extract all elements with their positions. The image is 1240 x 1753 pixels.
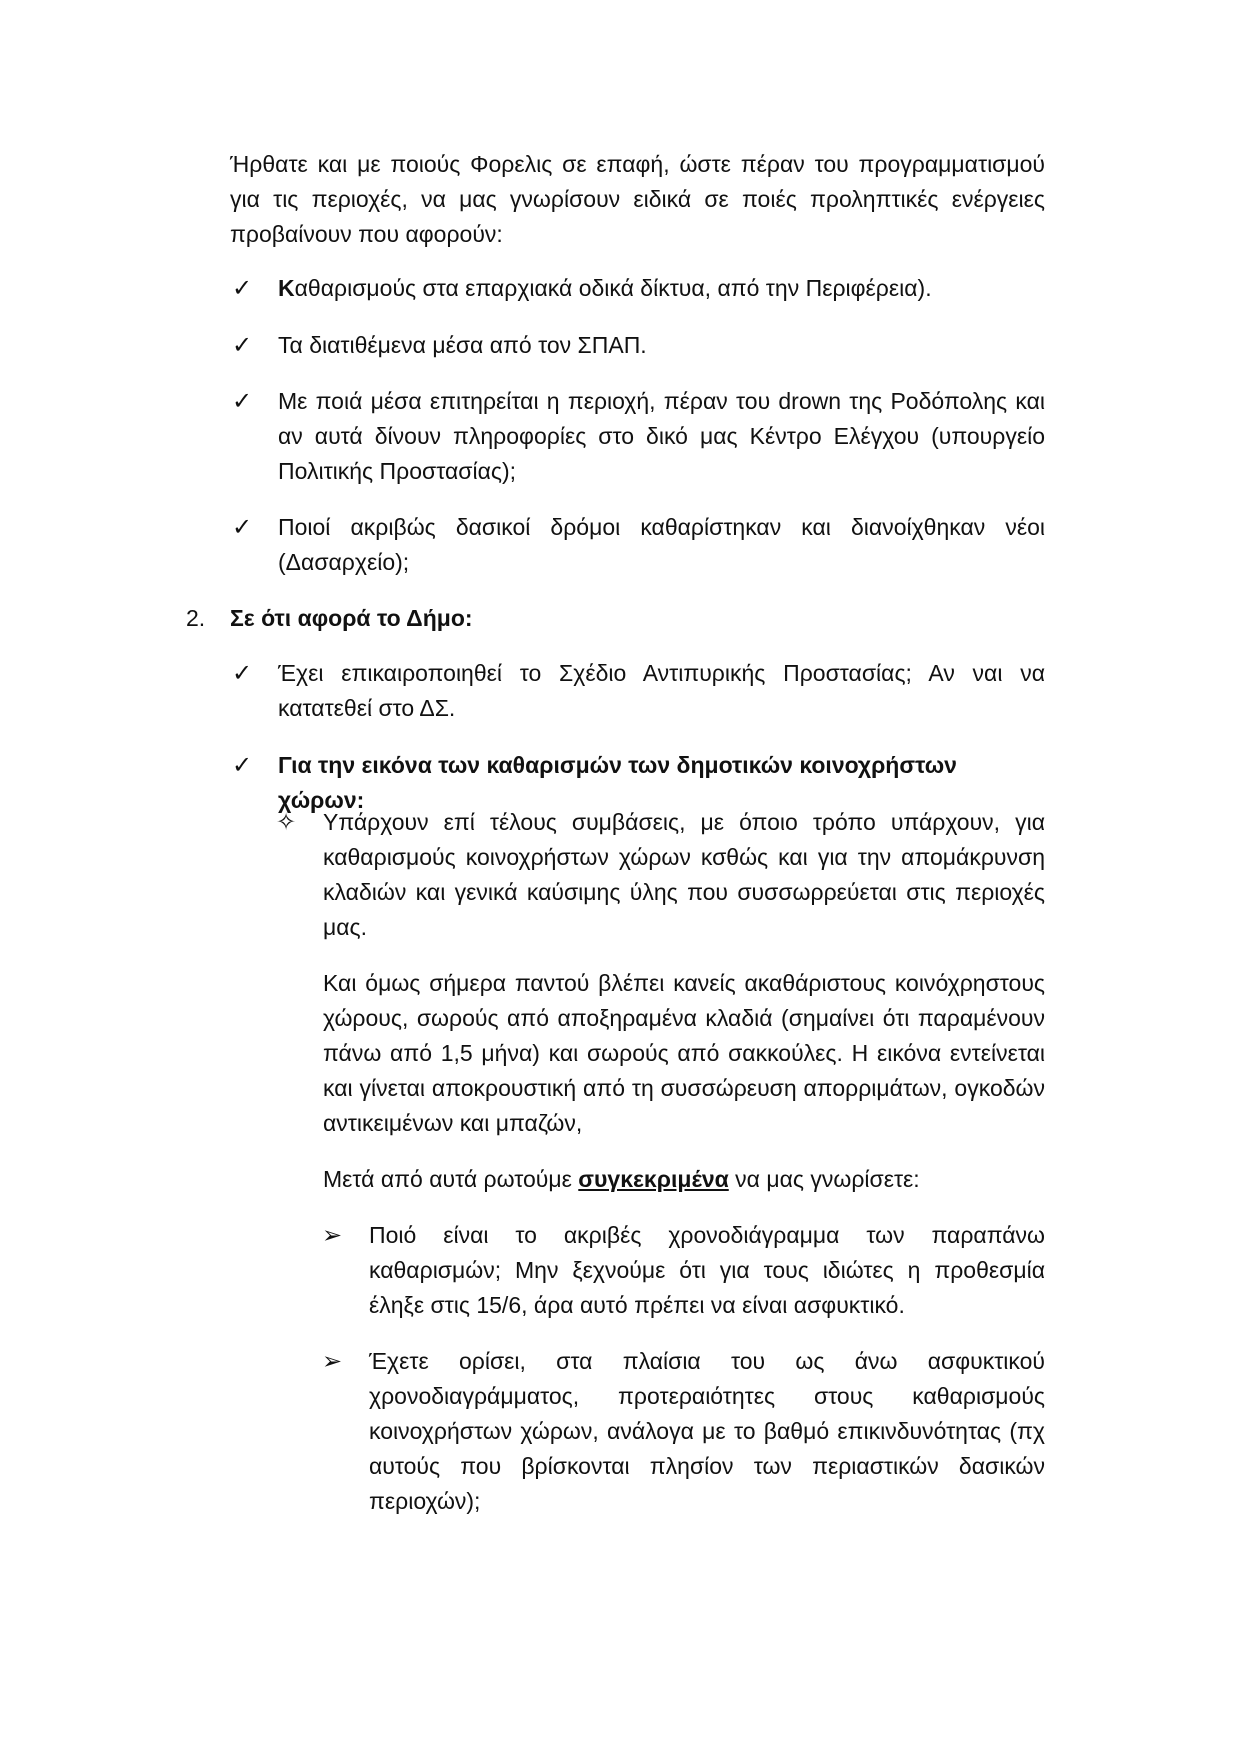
checkmark-icon: ✓ [232,387,253,415]
checkmark-icon: ✓ [232,331,253,359]
checkmark-icon: ✓ [232,513,253,541]
section-number: 2. [186,605,206,631]
checklist-item [278,271,1045,306]
question-lead-before: Μετά από αυτά ρωτούμε [323,1166,579,1192]
section-heading: Σε ότι αφορά το Δήμο: [230,605,473,631]
checklist-item-text: αθαρισμούς στα επαρχιακά οδικά δίκτυα, από την Περιφέρεια). [294,275,932,301]
checklist-item: Τα διατιθέμενα μέσα από τον ΣΠΑΠ. [278,332,647,358]
checkmark-icon: ✓ [232,751,253,779]
arrow-bullet-icon: ➢ [322,1347,343,1375]
body-paragraph: Και όμως σήμερα παντού βλέπει κανείς ακαθάριστους κοινόχρηστους χώρους, σωρούς από αποξηραμένα κλαδιά (σημαίνει ότι παραμένουν πάνω από 1,5 μήνα) και σωρούς από σακκούλες. Η εικόνα εντείνεται και γίνεται αποκρουστική από τη συσσώρευση απορριμάτων, ογκοδών αντικειμένων και μπαζών, [323,970,1045,1136]
question-lead [323,1162,1045,1197]
checklist-item: Έχει επικαιροποιηθεί το Σχέδιο Αντιπυρικής Προστασίας; Αν ναι να κατατεθεί στο ΔΣ. [278,660,1045,721]
sub-item: Υπάρχουν επί τέλους συμβάσεις, με όποιο τρόπο υπάρχουν, για καθαρισμούς κοινοχρήστων χώρων κσθώς και για την απομάκρυνση κλαδιών και γενικά καύσιμης ύλης που συσσωρρεύεται στις περιοχές μας. [323,809,1045,940]
checkmark-icon: ✓ [232,274,253,302]
intro-paragraph: Ήρθατε και με ποιούς Φορελις σε επαφή, ώστε πέραν του προγραμματισμού για τις περιοχές, να μας γνωρίσουν ειδικά σε ποιές προληπτικές ενέργειες προβαίνουν που αφορούν: [230,151,1045,247]
question-lead-after: να μας γνωρίσετε: [728,1166,920,1192]
checklist-item-lead: Κ [278,275,295,301]
question-item: Έχετε ορίσει, στα πλαίσια του ως άνω ασφυκτικού χρονοδιαγράμματος, προτεραιότητες στους καθαρισμούς κοινοχρήστων χώρων, ανάλογα με το βαθμό επικινδυνότητας (πχ αυτούς που βρίσκονται πλησίον των περιαστικών δασικών περιοχών); [369,1348,1045,1514]
checklist-item: Με ποιά μέσα επιτηρείται η περιοχή, πέραν του drown της Ροδόπολης και αν αυτά δίνουν πληροφορίες στο δικό μας Κέντρο Ελέγχου (υπουργείο Πολιτικής Προστασίας); [278,388,1045,484]
arrow-bullet-icon: ➢ [322,1221,343,1249]
checklist-item: Ποιοί ακριβώς δασικοί δρόμοι καθαρίστηκαν και διανοίχθηκαν νέοι (Δασαρχείο); [278,514,1045,575]
star-bullet-icon: ✧ [276,808,297,836]
checklist-item-heading: Για την εικόνα των καθαρισμών των δημοτικών κοινοχρήστων χώρων: [278,752,957,813]
question-item: Ποιό είναι το ακριβές χρονοδιάγραμμα των παραπάνω καθαρισμών; Μην ξεχνούμε ότι για τους ιδιώτες η προθεσμία έληξε στις 15/6, άρα αυτό πρέπει να είναι ασφυκτικό. [369,1222,1045,1318]
question-lead-emphasis: συγκεκριμένα [578,1166,729,1192]
checkmark-icon: ✓ [232,659,253,687]
